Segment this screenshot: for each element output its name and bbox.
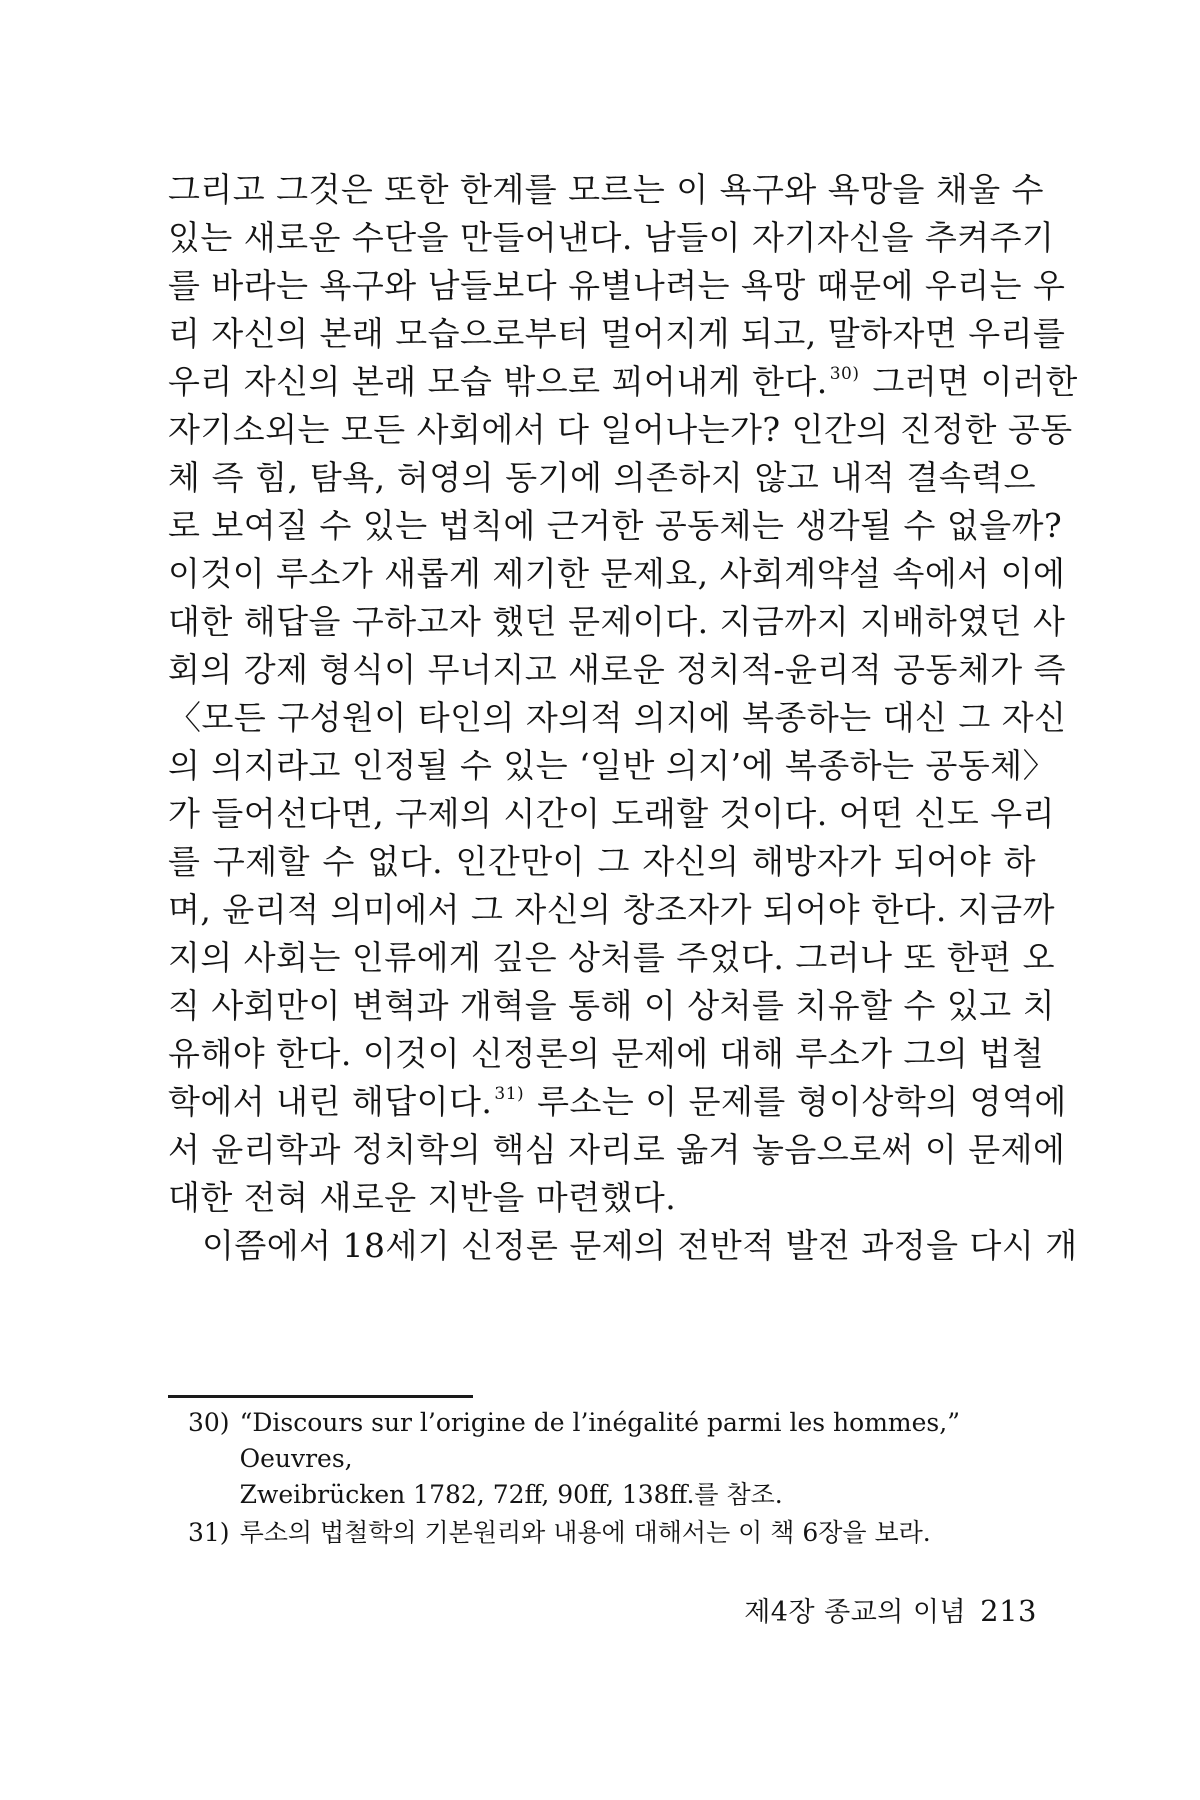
footnote-text bbox=[240, 1515, 1036, 1551]
text-line: 로 보여질 수 있는 법칙에 근거한 공동체는 생각될 수 없을까? bbox=[168, 506, 1063, 545]
text-line: 리 자신의 본래 모습으로부터 멀어지게 되고, 말하자면 우리를 bbox=[168, 314, 1066, 353]
text-line: 유해야 한다. 이것이 신정론의 문제에 대해 루소가 그의 법철 bbox=[168, 1034, 1044, 1073]
text-line: 〈모든 구성원이 타인의 자의적 의지에 복종하는 대신 그 자신 bbox=[168, 698, 1067, 737]
text-segment: 루소는 이 문제를 형이상학의 영역에 bbox=[526, 1082, 1067, 1121]
chapter-title: 제4장 종교의 이념 bbox=[744, 1597, 967, 1628]
text-line: 이것이 루소가 새롭게 제기한 문제요, 사회계약설 속에서 이에 bbox=[168, 554, 1066, 593]
text-line: 대한 전혀 새로운 지반을 마련했다. bbox=[168, 1178, 677, 1217]
footnote-number: 30) bbox=[188, 1408, 230, 1437]
footnote-30 bbox=[188, 1405, 1036, 1513]
text-line: 이쯤에서 18세기 신정론 문제의 전반적 발전 과정을 다시 개 bbox=[202, 1226, 1078, 1265]
footnote-text bbox=[240, 1405, 1036, 1513]
text-line: 직 사회만이 변혁과 개혁을 통해 이 상처를 치유할 수 있고 치 bbox=[168, 986, 1055, 1025]
footnote-31 bbox=[188, 1515, 1036, 1551]
text-line: 지의 사회는 인류에게 깊은 상처를 주었다. 그러나 또 한편 오 bbox=[168, 938, 1055, 977]
footnote-ref-31: 31) bbox=[494, 1084, 525, 1104]
footnote-ref-30: 30) bbox=[829, 364, 860, 384]
text-line: 있는 새로운 수단을 만들어낸다. 남들이 자기자신을 추켜주기 bbox=[168, 218, 1055, 257]
text-line: 체 즉 힘, 탐욕, 허영의 동기에 의존하지 않고 내적 결속력으 bbox=[168, 458, 1036, 497]
footnotes bbox=[188, 1405, 1036, 1553]
text-line: 를 구제할 수 없다. 인간만이 그 자신의 해방자가 되어야 하 bbox=[168, 842, 1036, 881]
text-segment: 우리 자신의 본래 모습 밖으로 꾀어내게 한다. bbox=[168, 362, 828, 401]
footnote-divider bbox=[168, 1395, 473, 1398]
text-line: 의 의지라고 인정될 수 있는 ‘일반 의지’에 복종하는 공동체〉 bbox=[168, 746, 1057, 785]
footnote-line: 루소의 법철학의 기본원리와 내용에 대해서는 이 책 6장을 보라. bbox=[239, 1518, 931, 1547]
text-line: 며, 윤리적 의미에서 그 자신의 창조자가 되어야 한다. 지금까 bbox=[168, 890, 1055, 929]
text-line: 그리고 그것은 또한 한계를 모르는 이 욕구와 욕망을 채울 수 bbox=[168, 170, 1044, 209]
text-line: 서 윤리학과 정치학의 핵심 자리로 옮겨 놓음으로써 이 문제에 bbox=[168, 1130, 1066, 1169]
page-number: 213 bbox=[980, 1594, 1037, 1628]
text-line: 회의 강제 형식이 무너지고 새로운 정치적-윤리적 공동체가 즉 bbox=[168, 650, 1067, 689]
text-segment: 학에서 내린 해답이다. bbox=[168, 1082, 493, 1121]
body-text bbox=[168, 166, 1078, 1270]
running-footer bbox=[744, 1590, 1037, 1629]
footnote-number: 31) bbox=[188, 1518, 230, 1547]
paragraph-1 bbox=[168, 166, 1078, 1222]
text-line bbox=[168, 358, 1078, 406]
footnote-line: Zweibrücken 1782, 72ff, 90ff, 138ff.를 참조. bbox=[239, 1480, 783, 1509]
footnote-line: “Discours sur l’origine de l’inégalité parmi les hommes,” Oeuvres, bbox=[239, 1408, 960, 1473]
text-segment: 그러면 이러한 bbox=[861, 362, 1078, 401]
text-line: 자기소외는 모든 사회에서 다 일어나는가? 인간의 진정한 공동 bbox=[168, 410, 1073, 449]
text-line bbox=[168, 1078, 1067, 1126]
text-line: 대한 해답을 구하고자 했던 문제이다. 지금까지 지배하였던 사 bbox=[168, 602, 1066, 641]
text-line: 가 들어선다면, 구제의 시간이 도래할 것이다. 어떤 신도 우리 bbox=[168, 794, 1055, 833]
text-line: 를 바라는 욕구와 남들보다 유별나려는 욕망 때문에 우리는 우 bbox=[168, 266, 1066, 305]
paragraph-2 bbox=[168, 1222, 1078, 1270]
